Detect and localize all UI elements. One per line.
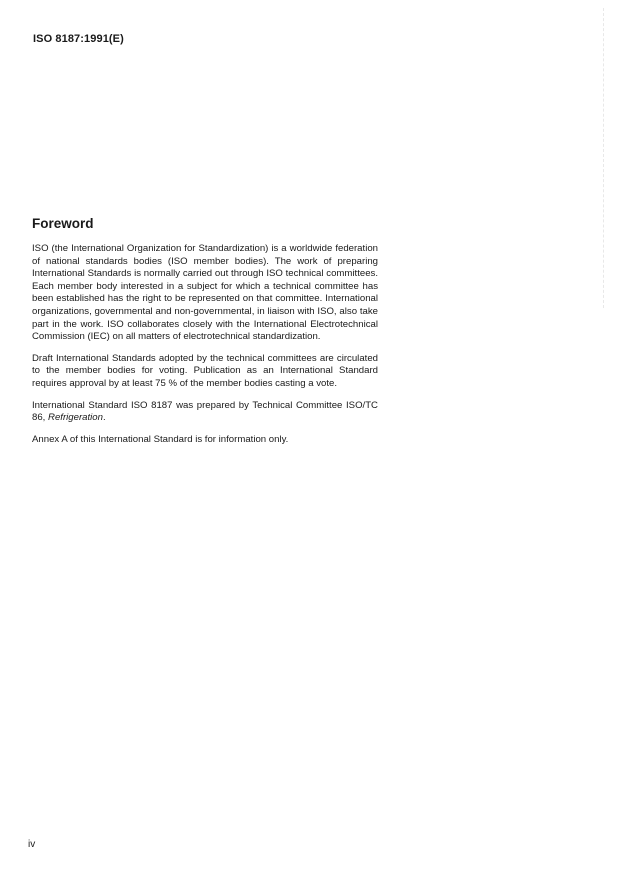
prepared-by-end: . bbox=[102, 412, 106, 424]
prepared-by-text: International Standard ISO 8187 was prepared by Technical Committee ISO/TC 86, bbox=[32, 399, 378, 424]
page-number: iv bbox=[28, 839, 36, 850]
paragraph-annex-note: Annex A of this International Standard is for information only. bbox=[32, 433, 289, 445]
paragraph-iso-intro: ISO (the International Organization for Standardization) is a worldwide federation of national standards bodies (ISO member bodies). The work of preparing International Standards is normally carried out through ISO technical committees. Each member body interested in a subject for which a technical committee has been established has the right to be represented on that committee. International organizations, governmental and non-governmental, in liaison with ISO, also take part in the work. ISO collaborates closely with the International Electrotechnical Commission (IEC) on all matters of electrotechnical standardization. bbox=[32, 243, 378, 343]
paragraph-prepared-by bbox=[32, 400, 378, 425]
section-title: Foreword bbox=[32, 216, 94, 231]
paragraph-draft-standards: Draft International Standards adopted by the technical committees are circulated to the member bodies for voting. Publication as an International Standard requires approval by at least 75 % of the member bodies casting a vote. bbox=[32, 352, 378, 389]
committee-name: Refrigeration bbox=[48, 412, 103, 424]
scan-edge-line bbox=[603, 8, 605, 308]
foreword-body bbox=[32, 243, 378, 455]
document-id-header: ISO 8187:1991(E) bbox=[33, 33, 124, 45]
